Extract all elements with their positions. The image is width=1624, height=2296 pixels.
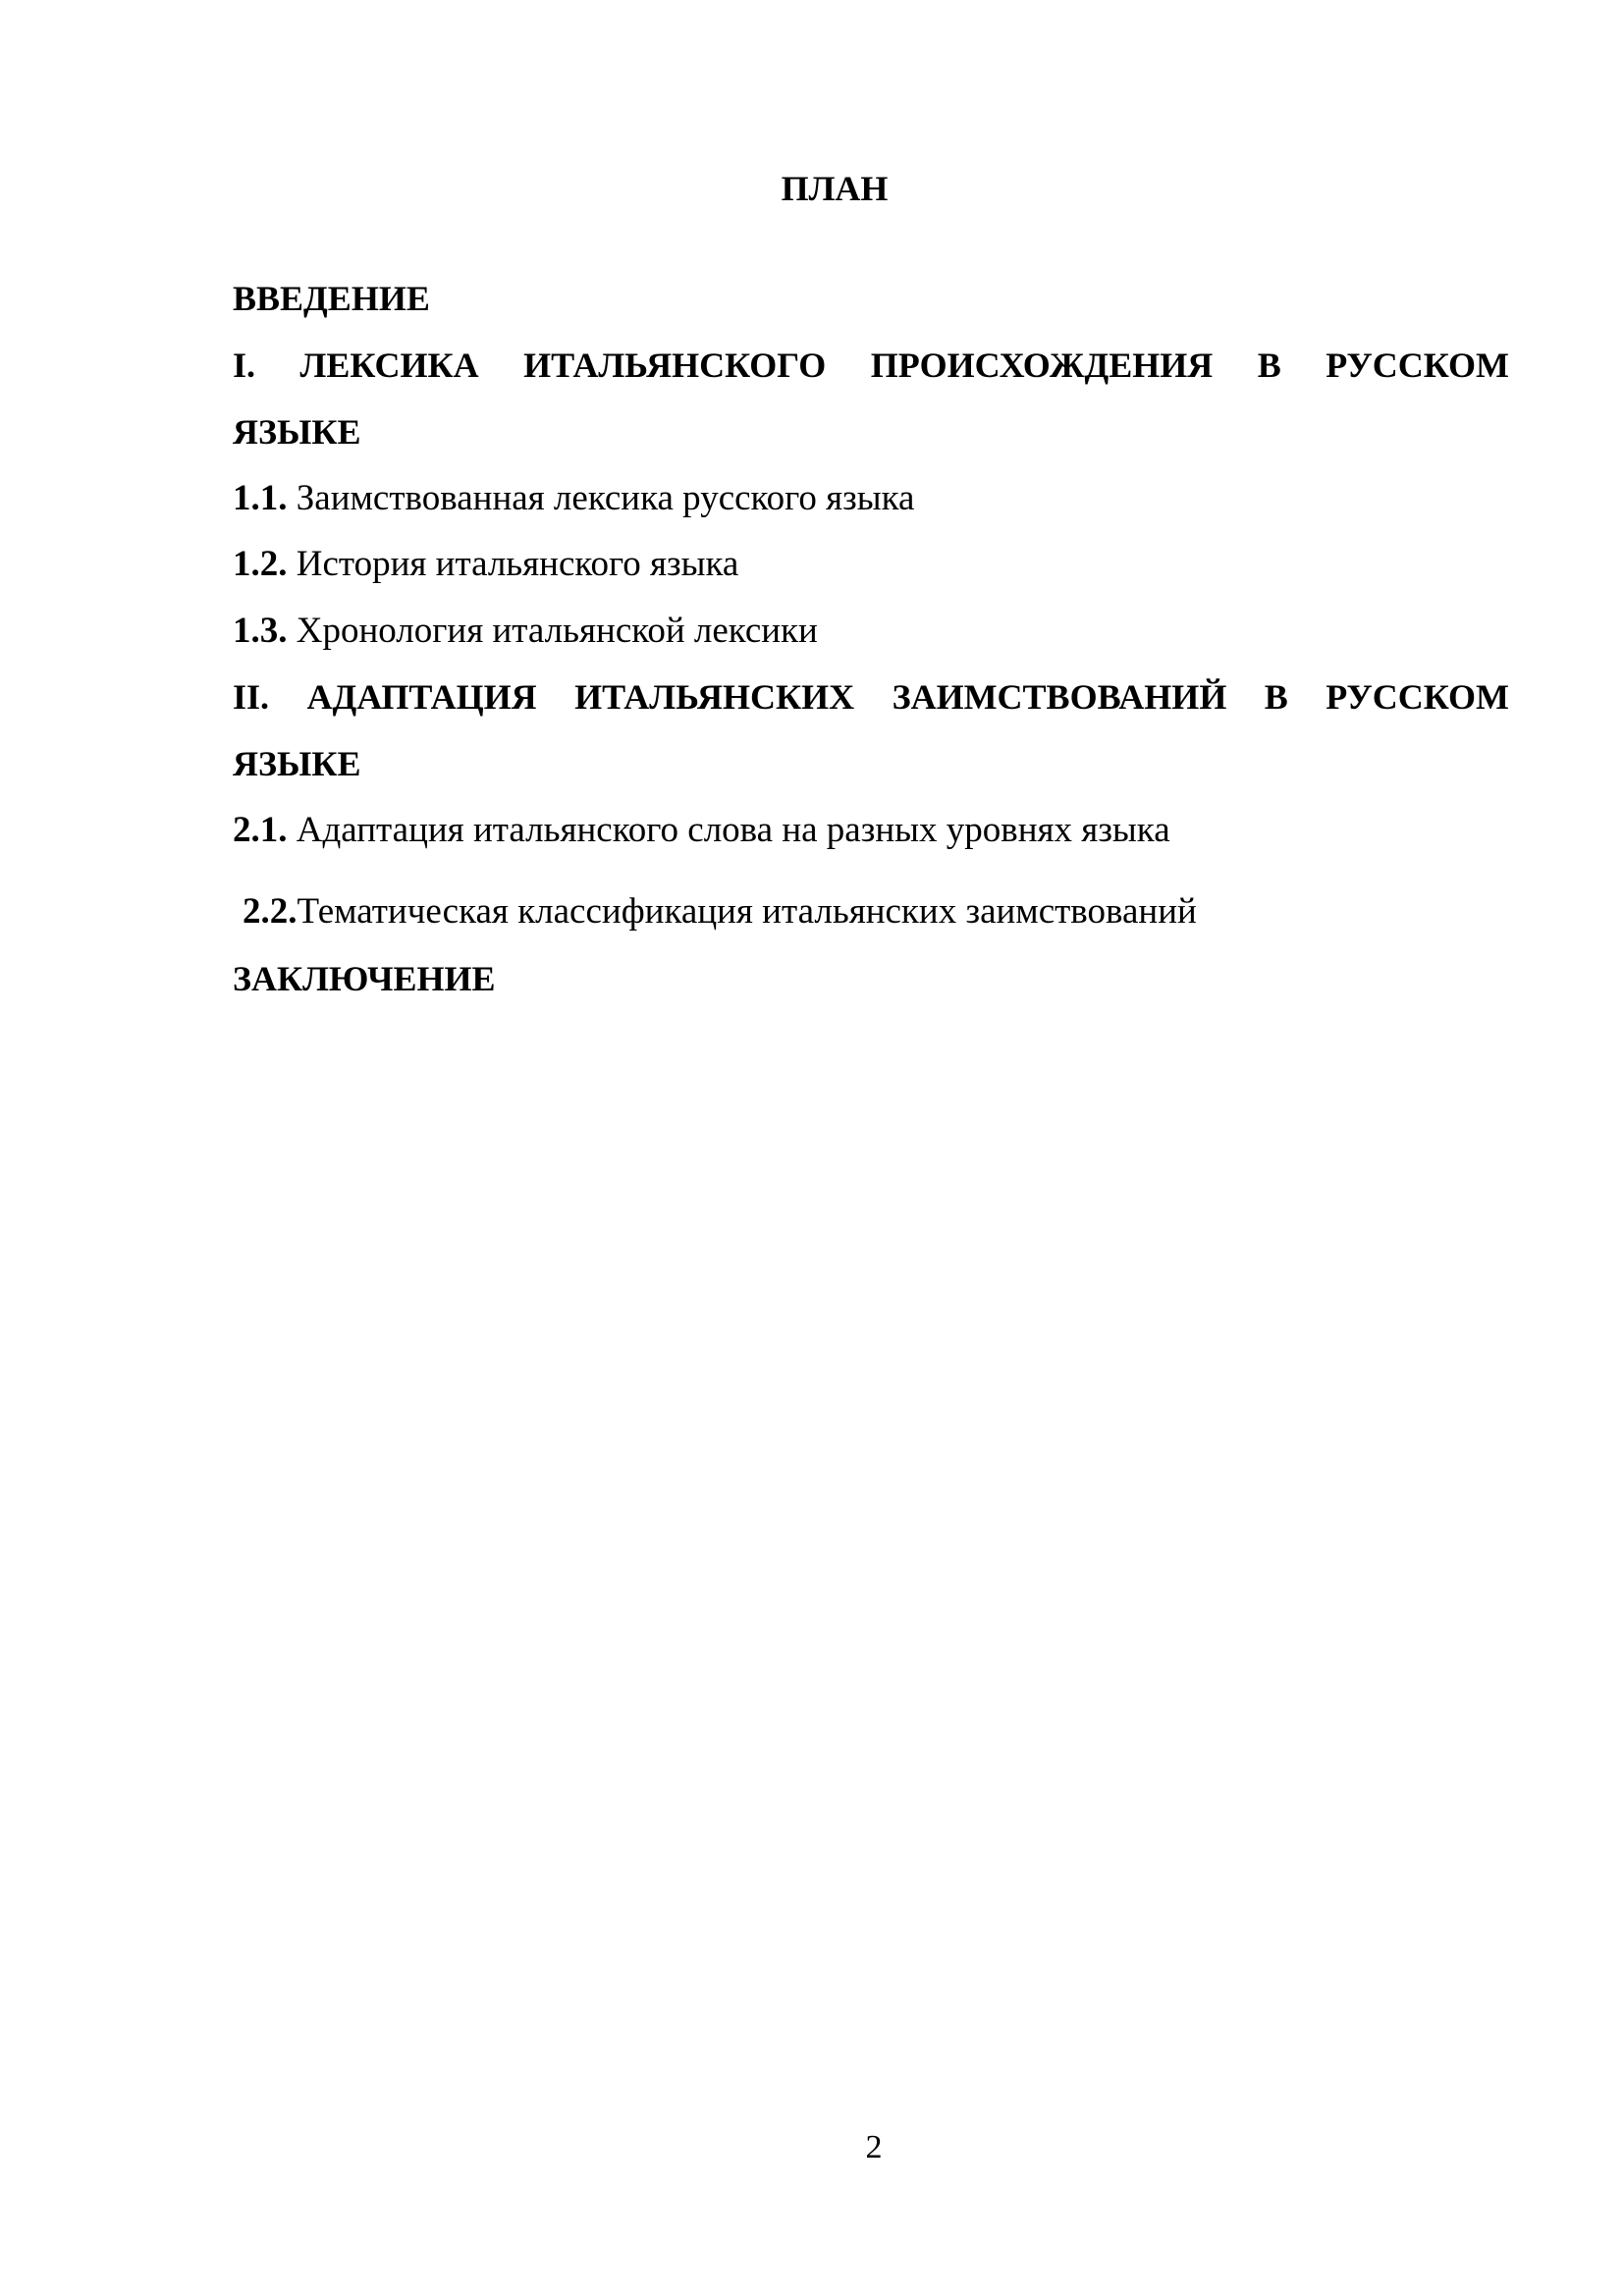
section-title: История итальянского языка xyxy=(287,544,739,584)
chapter-2-word: АДАПТАЦИЯ xyxy=(306,677,537,717)
chapter-1-word: ЛЕКСИКА xyxy=(299,346,479,385)
chapter-2-word: ИТАЛЬЯНСКИХ xyxy=(574,677,855,717)
chapter-2-word: II. xyxy=(233,677,270,717)
chapter-2-word: ЗАИМСТВОВАНИЙ xyxy=(892,677,1227,717)
chapter-1-word: ПРОИСХОЖДЕНИЯ xyxy=(870,346,1214,385)
toc-chapter-2-continued: ЯЗЫКЕ xyxy=(233,744,361,783)
toc-section-2-1 xyxy=(233,809,1170,852)
toc-chapter-1 xyxy=(233,344,1509,387)
chapter-2-word: РУССКОМ xyxy=(1326,677,1509,717)
chapter-1-word: В xyxy=(1257,346,1281,385)
section-number: 1.3. xyxy=(233,611,288,651)
chapter-1-word: ИТАЛЬЯНСКОГО xyxy=(523,346,827,385)
page-title: ПЛАН xyxy=(781,169,889,208)
section-number: 1.1. xyxy=(233,478,288,518)
section-number: 1.2. xyxy=(233,544,288,584)
toc-section-1-1 xyxy=(233,477,914,520)
section-title: Тематическая классификация итальянских заимствований xyxy=(297,891,1197,932)
section-number: 2.1. xyxy=(233,810,288,850)
section-number: 2.2. xyxy=(243,891,298,932)
chapter-1-word: РУССКОМ xyxy=(1326,346,1509,385)
section-title: Адаптация итальянского слова на разных уровнях языка xyxy=(287,810,1170,850)
toc-conclusion: ЗАКЛЮЧЕНИЕ xyxy=(233,959,496,998)
toc-section-1-2 xyxy=(233,543,738,586)
toc-section-2-2 xyxy=(243,890,1197,934)
page-number: 2 xyxy=(865,2129,883,2165)
toc-chapter-2 xyxy=(233,675,1509,719)
toc-introduction: ВВЕДЕНИЕ xyxy=(233,279,430,318)
section-title: Заимствованная лексика русского языка xyxy=(287,478,915,518)
chapter-2-word: В xyxy=(1264,677,1288,717)
section-title: Хронология итальянской лексики xyxy=(287,611,818,651)
toc-chapter-1-continued: ЯЗЫКЕ xyxy=(233,412,361,452)
toc-section-1-3 xyxy=(233,610,818,653)
chapter-1-word: I. xyxy=(233,346,256,385)
